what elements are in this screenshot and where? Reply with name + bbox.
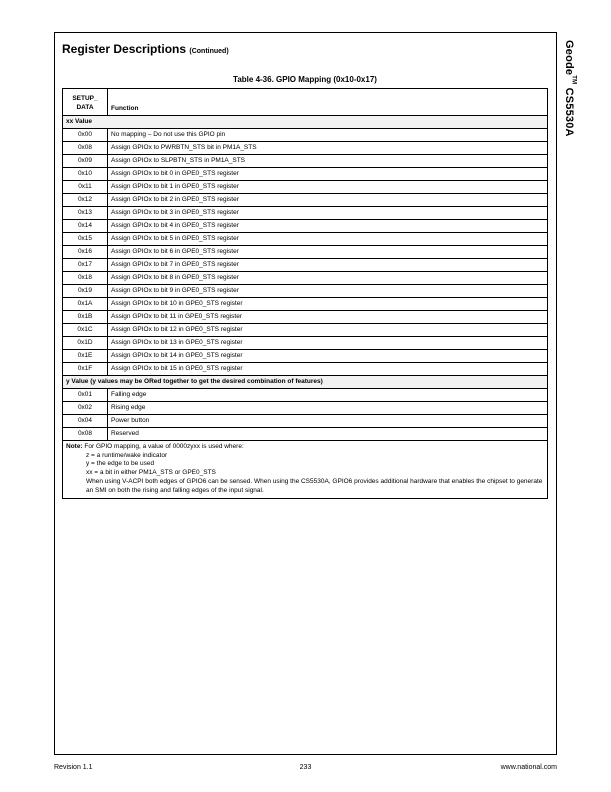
table-row <box>63 337 548 350</box>
setup-data-cell: 0x01 <box>63 389 108 402</box>
setup-data-cell: 0x14 <box>63 220 108 233</box>
table-row <box>63 233 548 246</box>
footer-page-number: 233 <box>299 764 312 771</box>
function-cell: Assign GPIOx to bit 11 in GPE0_STS register <box>108 311 548 324</box>
setup-data-cell: 0x15 <box>63 233 108 246</box>
note-cell <box>63 441 548 499</box>
setup-data-cell: 0x1E <box>63 350 108 363</box>
side-title-model: CS5530A <box>563 87 575 137</box>
function-cell: Assign GPIOx to bit 6 in GPE0_STS register <box>108 246 548 259</box>
function-cell: Assign GPIOx to bit 12 in GPE0_STS register <box>108 324 548 337</box>
function-cell: Assign GPIOx to SLPBTN_STS in PM1A_STS <box>108 155 548 168</box>
setup-data-cell: 0x12 <box>63 194 108 207</box>
table-row <box>63 220 548 233</box>
table-row <box>63 415 548 428</box>
setup-data-cell: 0x1F <box>63 363 108 376</box>
function-cell: Assign GPIOx to bit 0 in GPE0_STS register <box>108 168 548 181</box>
function-cell: Assign GPIOx to bit 9 in GPE0_STS register <box>108 285 548 298</box>
table-row <box>63 155 548 168</box>
setup-data-cell: 0x02 <box>63 402 108 415</box>
table-row <box>63 311 548 324</box>
setup-data-cell: 0x17 <box>63 259 108 272</box>
setup-data-cell: 0x08 <box>63 428 108 441</box>
note-row <box>63 441 548 499</box>
table-caption: Table 4-36. GPIO Mapping (0x10-0x17) <box>233 75 377 84</box>
setup-data-cell: 0x09 <box>63 155 108 168</box>
table-row <box>63 324 548 337</box>
function-cell: Falling edge <box>108 389 548 402</box>
table-row <box>63 428 548 441</box>
function-cell: Assign GPIOx to bit 10 in GPE0_STS register <box>108 298 548 311</box>
function-cell: Rising edge <box>108 402 548 415</box>
table-row <box>63 298 548 311</box>
setup-data-cell: 0x1C <box>63 324 108 337</box>
note-item: xx = a bit in either PM1A_STS or GPE0_STS <box>86 468 216 476</box>
note-label: Note: <box>66 443 83 450</box>
section-title <box>62 42 229 56</box>
footer-url: www.national.com <box>500 764 557 771</box>
function-cell: Reserved <box>108 428 548 441</box>
setup-data-cell: 0x08 <box>63 142 108 155</box>
note-item: z = a runtime/wake indicator <box>86 451 168 459</box>
section-continued: (Continued) <box>189 48 229 55</box>
table-row <box>63 168 548 181</box>
table-row <box>63 129 548 142</box>
section-title-text: Register Descriptions <box>62 42 187 56</box>
table-row <box>63 194 548 207</box>
group-label: xx Value <box>63 116 548 129</box>
table-row <box>63 272 548 285</box>
trademark-mark: TM <box>570 75 577 85</box>
function-cell: Assign GPIOx to bit 14 in GPE0_STS register <box>108 350 548 363</box>
setup-data-cell: 0x16 <box>63 246 108 259</box>
group-row <box>63 376 548 389</box>
table-row <box>63 142 548 155</box>
function-cell: Assign GPIOx to bit 2 in GPE0_STS register <box>108 194 548 207</box>
function-cell: Power button <box>108 415 548 428</box>
table-body <box>63 116 548 499</box>
table-row <box>63 389 548 402</box>
table-row <box>63 207 548 220</box>
note-intro: For GPIO mapping, a value of 0000zyxx is used where: <box>84 443 244 450</box>
table-row <box>63 363 548 376</box>
setup-data-cell: 0x13 <box>63 207 108 220</box>
function-cell: Assign GPIOx to bit 4 in GPE0_STS register <box>108 220 548 233</box>
function-cell: Assign GPIOx to bit 8 in GPE0_STS register <box>108 272 548 285</box>
header-setup-data: SETUP_ DATA <box>63 89 108 116</box>
table-row <box>63 350 548 363</box>
setup-data-cell: 0x1D <box>63 337 108 350</box>
table-row <box>63 246 548 259</box>
setup-data-cell: 0x10 <box>63 168 108 181</box>
group-row <box>63 116 548 129</box>
setup-data-cell: 0x1B <box>63 311 108 324</box>
table-row <box>63 181 548 194</box>
function-cell: Assign GPIOx to bit 1 in GPE0_STS register <box>108 181 548 194</box>
table-row <box>63 285 548 298</box>
setup-data-cell: 0x00 <box>63 129 108 142</box>
footer-revision: Revision 1.1 <box>54 764 93 771</box>
function-cell: Assign GPIOx to bit 15 in GPE0_STS register <box>108 363 548 376</box>
setup-data-cell: 0x19 <box>63 285 108 298</box>
table-header-row <box>63 89 548 116</box>
function-cell: Assign GPIOx to PWRBTN_STS bit in PM1A_STS <box>108 142 548 155</box>
function-cell: Assign GPIOx to bit 13 in GPE0_STS register <box>108 337 548 350</box>
note-intro-line <box>66 443 544 452</box>
table-row <box>63 402 548 415</box>
header-function: Function <box>108 89 548 116</box>
setup-data-cell: 0x11 <box>63 181 108 194</box>
side-title <box>563 40 577 137</box>
note-item: y = the edge to be used <box>86 460 155 467</box>
side-title-brand: Geode <box>563 40 575 76</box>
setup-data-cell: 0x04 <box>63 415 108 428</box>
setup-data-cell: 0x18 <box>63 272 108 285</box>
gpio-mapping-table <box>62 88 548 499</box>
group-label: y Value (y values may be ORed together to get the desired combination of features) <box>63 376 548 389</box>
function-cell: No mapping – Do not use this GPIO pin <box>108 129 548 142</box>
function-cell: Assign GPIOx to bit 7 in GPE0_STS register <box>108 259 548 272</box>
setup-data-cell: 0x1A <box>63 298 108 311</box>
function-cell: Assign GPIOx to bit 5 in GPE0_STS register <box>108 233 548 246</box>
table-row <box>63 259 548 272</box>
function-cell: Assign GPIOx to bit 3 in GPE0_STS register <box>108 207 548 220</box>
note-paragraph: When using V-ACPI both edges of GPIO6 can be sensed. When using the CS5530A, GPIO6 provides additional hardware that enables the chipset to generate an SMI on both the rising and falling edges of the input signal. <box>86 478 543 494</box>
